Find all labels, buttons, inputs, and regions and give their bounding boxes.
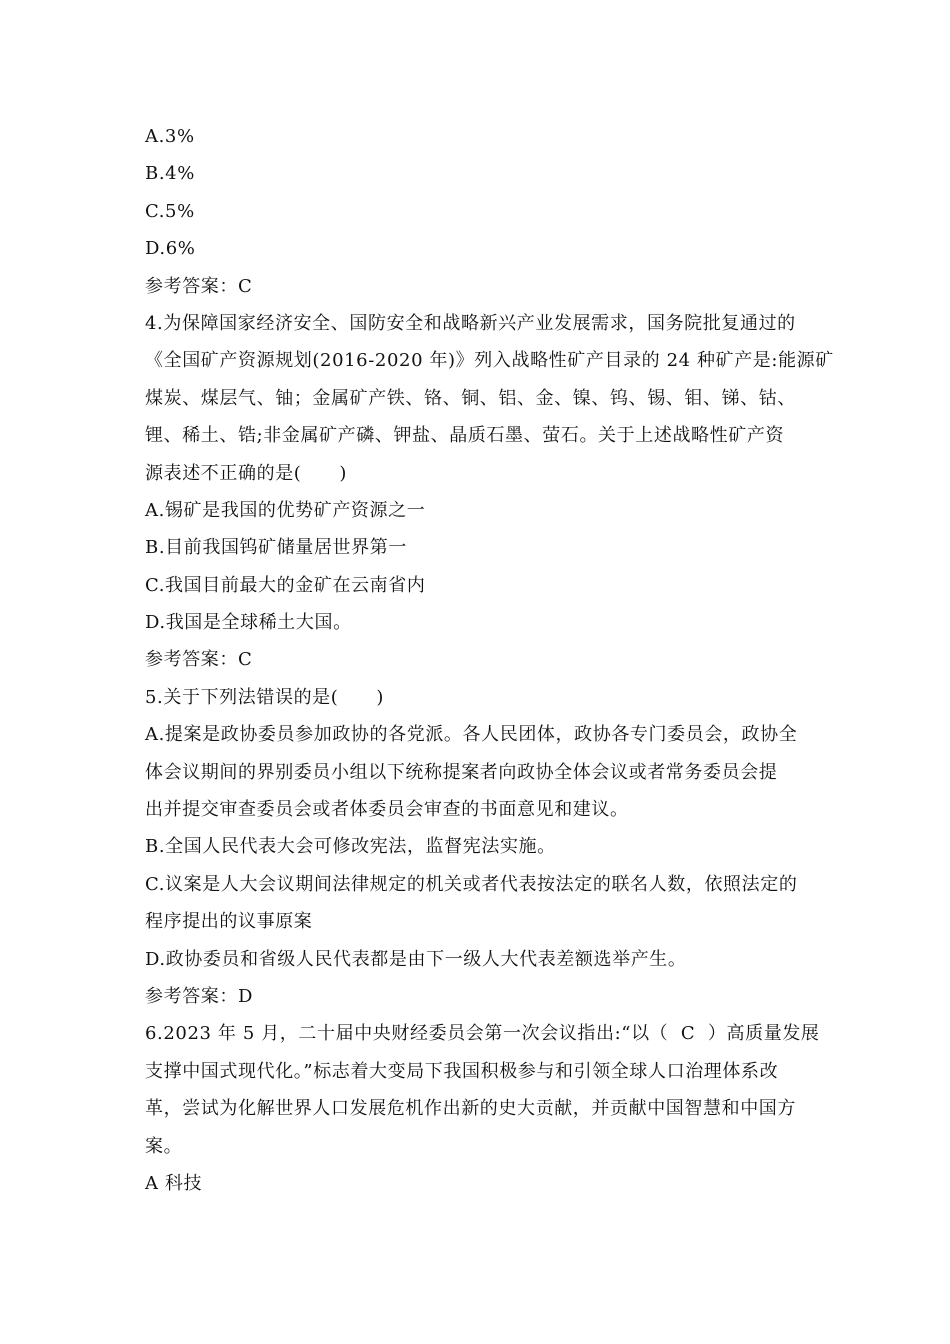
q4-answer: 参考答案：C (145, 649, 253, 671)
q6-stem-line-4: 案。 (145, 1135, 183, 1157)
q4-stem-line-5: 源表述不正确的是( ) (145, 462, 347, 484)
q4-option-d: D.我国是全球稀土大国。 (145, 612, 352, 634)
q3-option-d: D.6% (145, 238, 196, 260)
q4-option-a: A.锡矿是我国的优势矿产资源之一 (145, 499, 426, 521)
document-page (145, 118, 834, 1202)
q4-stem-line-2: 《全国矿产资源规划(2016-2020 年)》列入战略性矿产目录的 24 种矿产是:能源矿 (145, 350, 834, 372)
q6-option-a: A 科技 (145, 1172, 203, 1194)
q3-option-c: C.5% (145, 200, 195, 222)
q5-answer: 参考答案：D (145, 985, 254, 1007)
q4-stem-line-1: 4.为保障国家经济安全、国防安全和战略新兴产业发展需求，国务院批复通过的 (145, 312, 796, 334)
q5-stem: 5.关于下列法错误的是( ) (145, 686, 384, 708)
q5-option-c-line-2: 程序提出的议事原案 (145, 911, 313, 933)
q5-option-a-line-3: 出并提交审查委员会或者体委员会审查的书面意见和建议。 (145, 799, 629, 821)
q4-option-b: B.目前我国钨矿储量居世界第一 (145, 537, 407, 559)
q5-option-b: B.全国人民代表大会可修改宪法，监督宪法实施。 (145, 836, 556, 858)
q3-option-a: A.3% (145, 126, 195, 147)
q3-option-b: B.4% (145, 163, 195, 185)
q4-stem-line-3: 煤炭、煤层气、铀；金属矿产铁、铬、铜、铝、金、镍、钨、锡、钼、锑、钴、 (145, 387, 796, 409)
q6-stem-line-2: 支撑中国式现代化。”标志着大变局下我国积极参与和引领全球人口治理体系改 (145, 1060, 779, 1082)
q3-answer: 参考答案：C (145, 275, 253, 297)
q6-stem-line-3: 革，尝试为化解世界人口发展危机作出新的史大贡献，并贡献中国智慧和中国方 (145, 1098, 796, 1120)
q4-option-c: C.我国目前最大的金矿在云南省内 (145, 574, 426, 596)
q5-option-a-line-1: A.提案是政协委员参加政协的各党派。各人民团体，政协各专门委员会，政协全 (145, 724, 798, 746)
q4-stem-line-4: 锂、稀土、锆;非金属矿产磷、钾盐、晶质石墨、萤石。关于上述战略性矿产资 (145, 425, 785, 447)
q5-option-d: D.政协委员和省级人民代表都是由下一级人大代表差额选举产生。 (145, 948, 687, 970)
q5-option-a-line-2: 体会议期间的界别委员小组以下统称提案者向政协全体会议或者常务委员会提 (145, 761, 778, 783)
q6-stem-line-1: 6.2023 年 5 月，二十届中央财经委员会第一次会议指出:“以（ C ）高质量发展 (145, 1023, 820, 1045)
q5-option-c-line-1: C.议案是人大会议期间法律规定的机关或者代表按法定的联名人数，依照法定的 (145, 873, 798, 895)
